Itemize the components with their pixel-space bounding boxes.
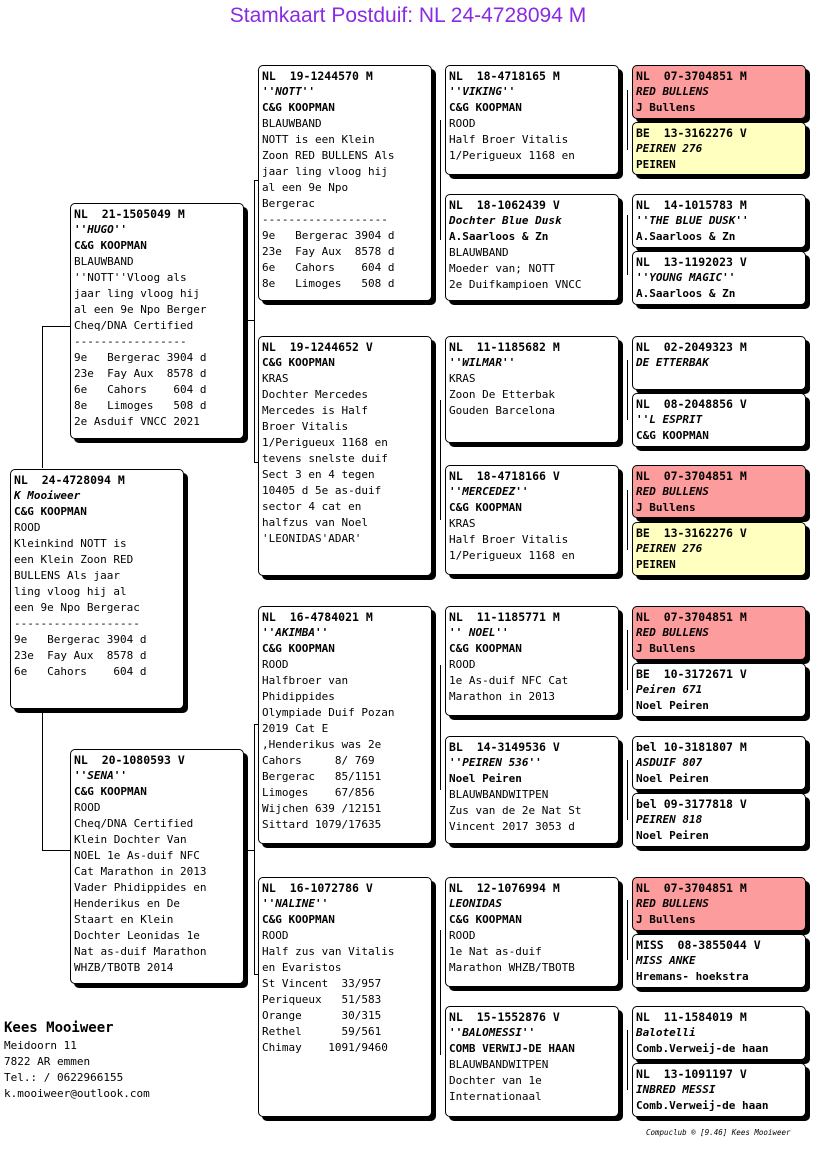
- note-line: 9e Bergerac 3904 d: [74, 351, 207, 364]
- note-line: Chimay 1091/9460: [262, 1041, 388, 1054]
- ring-number: NL 14-1015783 M: [636, 198, 747, 212]
- color: BLAUWBANDWITPEN: [449, 788, 549, 801]
- note-line: 1e Nat as-duif: [449, 945, 542, 958]
- note-line: Orange 30/315: [262, 1009, 382, 1022]
- pigeon-name: ''VIKING'': [449, 85, 516, 98]
- connector: [627, 630, 628, 690]
- pigeon-card-gen3[interactable]: [445, 65, 619, 175]
- note-line: Halfbroer van: [262, 674, 349, 687]
- pigeon-name: RED BULLENS: [636, 897, 709, 910]
- note-line: 1e As-duif NFC Cat: [449, 674, 569, 687]
- owner: A.Saarloos & Zn: [636, 287, 736, 300]
- color: KRAS: [449, 372, 476, 385]
- pigeon-card-gen2[interactable]: [258, 606, 432, 844]
- owner: PEIREN: [636, 558, 676, 571]
- note-line: 1/Perigueux 1168 en: [262, 436, 388, 449]
- note-line: 2e Asduif VNCC 2021: [74, 415, 200, 428]
- owner: C&G KOOPMAN: [449, 101, 522, 114]
- owner: Noel Peiren: [636, 772, 709, 785]
- pigeon-card-gen2[interactable]: [258, 336, 432, 576]
- connector: [627, 900, 628, 960]
- pigeon-card-gen3[interactable]: [445, 194, 619, 301]
- page-title: Stamkaart Postduif: NL 24-4728094 M: [229, 4, 587, 27]
- ring-number: NL 18-1062439 V: [449, 198, 560, 212]
- color: ROOD: [449, 658, 476, 671]
- ring-number: NL 11-1185771 M: [449, 610, 560, 624]
- note-line: Cheq/DNA Certified: [74, 319, 194, 332]
- owner: Hremans- hoekstra: [636, 970, 749, 983]
- pigeon-name: LEONIDAS: [449, 897, 502, 910]
- note-line: 23e Fay Aux 8578 d: [74, 367, 207, 380]
- connector: [440, 400, 441, 520]
- breeder-email: k.mooiweer@outlook.com: [4, 1087, 150, 1100]
- note-line: ''NOTT''Vloog als: [74, 271, 187, 284]
- ring-number: NL 19-1244652 V: [262, 340, 373, 354]
- connector: [42, 712, 43, 850]
- ring-number: NL 13-1091197 V: [636, 1067, 747, 1081]
- owner: J Bullens: [636, 913, 696, 926]
- note-line: 6e Cahors 604 d: [14, 665, 147, 678]
- note-line: 'LEONIDAS'ADAR': [262, 532, 362, 545]
- pigeon-name: PEIREN 818: [636, 813, 703, 826]
- note-line: Half Broer Vitalis: [449, 133, 569, 146]
- color: KRAS: [262, 372, 289, 385]
- ring-number: BE 13-3162276 V: [636, 126, 747, 140]
- connector: [627, 1030, 628, 1090]
- note-line: WHZB/TBOTB 2014: [74, 961, 174, 974]
- note-line: sector 4 cat en: [262, 500, 362, 513]
- note-line: Cheq/DNA Certified: [74, 817, 194, 830]
- note-line: halfzus van Noel: [262, 516, 368, 529]
- pigeon-name: INBRED MESSI: [636, 1083, 716, 1096]
- note-line: Olympiade Duif Pozan: [262, 706, 395, 719]
- pigeon-name: PEIREN 276: [636, 142, 703, 155]
- note-line: 6e Cahors 604 d: [262, 261, 395, 274]
- pigeon-card-dam[interactable]: [70, 749, 244, 984]
- connector: [440, 930, 441, 1055]
- ring-number: NL 07-3704851 M: [636, 69, 747, 83]
- color: BLAUWBANDWITPEN: [449, 1058, 549, 1071]
- connector: [627, 490, 628, 550]
- pigeon-name: ''MERCEDEZ'': [449, 485, 529, 498]
- connector: [440, 120, 441, 240]
- note-line: een Klein Zoon RED: [14, 553, 134, 566]
- pigeon-name: PEIREN 276: [636, 542, 703, 555]
- breeder-city: 7822 AR emmen: [4, 1055, 91, 1068]
- ring-number: NL 08-2048856 V: [636, 397, 747, 411]
- owner: C&G KOOPMAN: [449, 642, 522, 655]
- note-line: 10405 d 5e as-duif: [262, 484, 382, 497]
- owner: C&G KOOPMAN: [449, 501, 522, 514]
- note-line: Zoon De Etterbak: [449, 388, 555, 401]
- connector: [627, 215, 628, 275]
- pigeon-name: Peiren 671: [636, 683, 703, 696]
- pigeon-card-gen4[interactable]: [632, 606, 806, 660]
- pigeon-card-gen4[interactable]: [632, 934, 806, 988]
- owner: Comb.Verweij-de haan: [636, 1042, 769, 1055]
- note-line: -------------------: [14, 617, 140, 630]
- ring-number: bel 09-3177818 V: [636, 797, 747, 811]
- note-line: Mercedes is Half: [262, 404, 368, 417]
- breeder-info: [4, 1018, 150, 1102]
- note-line: Zoon RED BULLENS Als: [262, 149, 395, 162]
- note-line: -----------------: [74, 335, 187, 348]
- note-line: Internationaal: [449, 1090, 542, 1103]
- note-line: tevens snelste duif: [262, 452, 388, 465]
- pigeon-name: ''HUGO'': [74, 223, 127, 236]
- note-line: 9e Bergerac 3904 d: [14, 633, 147, 646]
- pigeon-name: RED BULLENS: [636, 485, 709, 498]
- note-line: Periqueux 51/583: [262, 993, 382, 1006]
- note-line: NOTT is een Klein: [262, 133, 375, 146]
- ring-number: NL 24-4728094 M: [14, 473, 125, 487]
- connector: [244, 850, 254, 851]
- note-line: -------------------: [262, 213, 388, 226]
- note-line: al een 9e Npo Berger: [74, 303, 207, 316]
- note-line: Gouden Barcelona: [449, 404, 555, 417]
- pigeon-name: Dochter Blue Dusk: [449, 214, 562, 227]
- note-line: en Evaristos: [262, 961, 342, 974]
- pigeon-name: ''NOTT'': [262, 85, 315, 98]
- ring-number: BE 13-3162276 V: [636, 526, 747, 540]
- owner: J Bullens: [636, 101, 696, 114]
- note-line: 6e Cahors 604 d: [74, 383, 207, 396]
- pigeon-name: ''WILMAR'': [449, 356, 516, 369]
- color: ROOD: [74, 801, 101, 814]
- pigeon-name: ASDUIF 807: [636, 756, 703, 769]
- owner: C&G KOOPMAN: [74, 239, 147, 252]
- owner: C&G KOOPMAN: [262, 101, 335, 114]
- note-line: 9e Bergerac 3904 d: [262, 229, 395, 242]
- note-line: Nat as-duif Marathon: [74, 945, 207, 958]
- pigeon-name: ''L ESPRIT: [636, 413, 703, 426]
- note-line: Marathon in 2013: [449, 690, 555, 703]
- note-line: Dochter van 1e: [449, 1074, 542, 1087]
- pigeon-card-gen4[interactable]: [632, 393, 806, 447]
- note-line: Wijchen 639 /12151: [262, 802, 382, 815]
- pigeon-name: ''PEIREN 536'': [449, 756, 542, 769]
- note-line: Klein Dochter Van: [74, 833, 187, 846]
- note-line: BULLENS Als jaar: [14, 569, 120, 582]
- pigeon-name: MISS ANKE: [636, 954, 696, 967]
- owner: COMB VERWIJ-DE HAAN: [449, 1042, 575, 1055]
- note-line: al een 9e Npo: [262, 181, 349, 194]
- note-line: Rethel 59/561: [262, 1025, 382, 1038]
- footer-credit: Compuclub ® [9.46] Kees Mooiweer: [646, 1128, 791, 1137]
- note-line: Bergerac: [262, 197, 315, 210]
- owner: C&G KOOPMAN: [74, 785, 147, 798]
- note-line: Sittard 1079/17635: [262, 818, 382, 831]
- ring-number: NL 13-1192023 V: [636, 255, 747, 269]
- pigeon-card-gen4[interactable]: [632, 877, 806, 931]
- pigeon-name: '' NOEL'': [449, 626, 509, 639]
- connector: [244, 320, 254, 321]
- owner: C&G KOOPMAN: [449, 913, 522, 926]
- ring-number: NL 16-1072786 V: [262, 881, 373, 895]
- ring-number: NL 02-2049323 M: [636, 340, 747, 354]
- pigeon-card-gen4[interactable]: [632, 522, 806, 576]
- connector: [627, 360, 628, 420]
- ring-number: NL 07-3704851 M: [636, 881, 747, 895]
- owner: J Bullens: [636, 642, 696, 655]
- pigeon-card-gen4[interactable]: [632, 122, 806, 175]
- owner: Noel Peiren: [449, 772, 522, 785]
- note-line: Kleinkind NOTT is: [14, 537, 127, 550]
- connector: [42, 326, 43, 468]
- owner: Noel Peiren: [636, 829, 709, 842]
- ring-number: NL 18-4718165 M: [449, 69, 560, 83]
- note-line: Cat Marathon in 2013: [74, 865, 207, 878]
- ring-number: NL 12-1076994 M: [449, 881, 560, 895]
- color: KRAS: [449, 517, 476, 530]
- note-line: 2019 Cat E: [262, 722, 329, 735]
- ring-number: NL 11-1584019 M: [636, 1010, 747, 1024]
- color: ROOD: [449, 929, 476, 942]
- pigeon-name: ''NALINE'': [262, 897, 329, 910]
- owner: C&G KOOPMAN: [636, 429, 709, 442]
- ring-number: BL 14-3149536 V: [449, 740, 560, 754]
- note-line: jaar ling vloog hij: [74, 287, 200, 300]
- note-line: Half zus van Vitalis: [262, 945, 395, 958]
- pigeon-card-gen3[interactable]: [445, 1006, 619, 1117]
- ring-number: NL 07-3704851 M: [636, 610, 747, 624]
- ring-number: bel 10-3181807 M: [636, 740, 747, 754]
- note-line: Vincent 2017 3053 d: [449, 820, 575, 833]
- pigeon-card-gen2[interactable]: [258, 877, 432, 1117]
- pigeon-card-gen4[interactable]: [632, 663, 806, 717]
- pigeon-name: DE ETTERBAK: [636, 356, 709, 369]
- connector: [627, 90, 628, 150]
- ring-number: NL 20-1080593 V: [74, 753, 185, 767]
- pigeon-card-gen3[interactable]: [445, 736, 619, 844]
- ring-number: NL 15-1552876 V: [449, 1010, 560, 1024]
- ring-number: NL 07-3704851 M: [636, 469, 747, 483]
- connector: [254, 180, 255, 462]
- owner: C&G KOOPMAN: [262, 913, 335, 926]
- pigeon-card-gen3[interactable]: [445, 336, 619, 443]
- note-line: Moeder van; NOTT: [449, 262, 555, 275]
- pigeon-name: ''AKIMBA'': [262, 626, 329, 639]
- note-line: Vader Phidippides en: [74, 881, 207, 894]
- note-line: ,Henderikus was 2e: [262, 738, 382, 751]
- pigeon-card-gen4[interactable]: [632, 793, 806, 847]
- ring-number: NL 19-1244570 M: [262, 69, 373, 83]
- connector: [42, 850, 70, 851]
- breeder-phone: Tel.: / 0622966155: [4, 1071, 124, 1084]
- pigeon-card-gen2[interactable]: [258, 65, 432, 301]
- pigeon-name: K Mooiweer: [14, 489, 81, 502]
- color: ROOD: [262, 658, 289, 671]
- note-line: 23e Fay Aux 8578 d: [262, 245, 395, 258]
- pigeon-name: Balotelli: [636, 1026, 696, 1039]
- pigeon-card-gen4[interactable]: [632, 736, 806, 790]
- owner: C&G KOOPMAN: [262, 356, 335, 369]
- note-line: Zus van de 2e Nat St: [449, 804, 582, 817]
- pigeon-card-gen4[interactable]: [632, 65, 806, 119]
- note-line: 1/Perigueux 1168 en: [449, 149, 575, 162]
- color: ROOD: [449, 117, 476, 130]
- note-line: NOEL 1e As-duif NFC: [74, 849, 200, 862]
- owner: C&G KOOPMAN: [14, 505, 87, 518]
- pigeon-name: ''SENA'': [74, 769, 127, 782]
- owner: PEIREN: [636, 158, 676, 171]
- pigeon-card-gen4[interactable]: [632, 1006, 806, 1060]
- owner: Noel Peiren: [636, 699, 709, 712]
- pigeon-name: ''YOUNG MAGIC'': [636, 271, 736, 284]
- ring-number: NL 16-4784021 M: [262, 610, 373, 624]
- note-line: ling vloog hij al: [14, 585, 127, 598]
- pigeon-card-gen4[interactable]: [632, 1063, 806, 1117]
- note-line: Marathon WHZB/TBOTB: [449, 961, 575, 974]
- owner: Comb.Verweij-de haan: [636, 1099, 769, 1112]
- pigeon-name: ''THE BLUE DUSK'': [636, 214, 749, 227]
- pigeon-card-subject[interactable]: [10, 469, 184, 709]
- ring-number: NL 21-1505049 M: [74, 207, 185, 221]
- breeder-address: Meidoorn 11: [4, 1039, 77, 1052]
- owner: J Bullens: [636, 501, 696, 514]
- color: BLAUWBAND: [262, 117, 322, 130]
- note-line: Half Broer Vitalis: [449, 533, 569, 546]
- pigeon-card-gen3[interactable]: [445, 465, 619, 575]
- ring-number: MISS 08-3855044 V: [636, 938, 761, 952]
- note-line: Staart en Klein: [74, 913, 174, 926]
- note-line: Sect 3 en 4 tegen: [262, 468, 375, 481]
- connector: [42, 326, 70, 327]
- note-line: 1/Perigueux 1168 en: [449, 549, 575, 562]
- note-line: Limoges 67/856: [262, 786, 375, 799]
- note-line: Dochter Leonidas 1e: [74, 929, 200, 942]
- connector: [440, 665, 441, 790]
- breeder-name: Kees Mooiweer: [4, 1020, 114, 1036]
- connector: [627, 760, 628, 820]
- note-line: Dochter Mercedes: [262, 388, 368, 401]
- note-line: Henderikus en De: [74, 897, 180, 910]
- note-line: 2e Duifkampioen VNCC: [449, 278, 582, 291]
- pigeon-card-gen3[interactable]: [445, 877, 619, 987]
- connector: [254, 724, 255, 974]
- pigeon-card-gen4[interactable]: [632, 251, 806, 305]
- owner: A.Saarloos & Zn: [636, 230, 736, 243]
- note-line: 23e Fay Aux 8578 d: [14, 649, 147, 662]
- ring-number: NL 18-4718166 V: [449, 469, 560, 483]
- pigeon-card-gen3[interactable]: [445, 606, 619, 716]
- note-line: Broer Vitalis: [262, 420, 349, 433]
- note-line: Cahors 8/ 769: [262, 754, 375, 767]
- pigeon-card-gen4[interactable]: [632, 465, 806, 518]
- note-line: jaar ling vloog hij: [262, 165, 388, 178]
- pigeon-name: RED BULLENS: [636, 85, 709, 98]
- note-line: 8e Limoges 508 d: [74, 399, 207, 412]
- pigeon-name: RED BULLENS: [636, 626, 709, 639]
- ring-number: NL 11-1185682 M: [449, 340, 560, 354]
- color: ROOD: [14, 521, 41, 534]
- owner: A.Saarloos & Zn: [449, 230, 549, 243]
- owner: C&G KOOPMAN: [262, 642, 335, 655]
- color: ROOD: [262, 929, 289, 942]
- color: BLAUWBAND: [449, 246, 509, 259]
- note-line: St Vincent 33/957: [262, 977, 382, 990]
- pigeon-card-gen4[interactable]: [632, 336, 806, 390]
- ring-number: BE 10-3172671 V: [636, 667, 747, 681]
- color: BLAUWBAND: [74, 255, 134, 268]
- note-line: Bergerac 85/1151: [262, 770, 382, 783]
- pigeon-name: ''BALOMESSI'': [449, 1026, 536, 1039]
- note-line: een 9e Npo Bergerac: [14, 601, 140, 614]
- pigeon-card-gen4[interactable]: [632, 194, 806, 248]
- note-line: Phidippides: [262, 690, 335, 703]
- note-line: 8e Limoges 508 d: [262, 277, 395, 290]
- pigeon-card-sire[interactable]: [70, 203, 244, 439]
